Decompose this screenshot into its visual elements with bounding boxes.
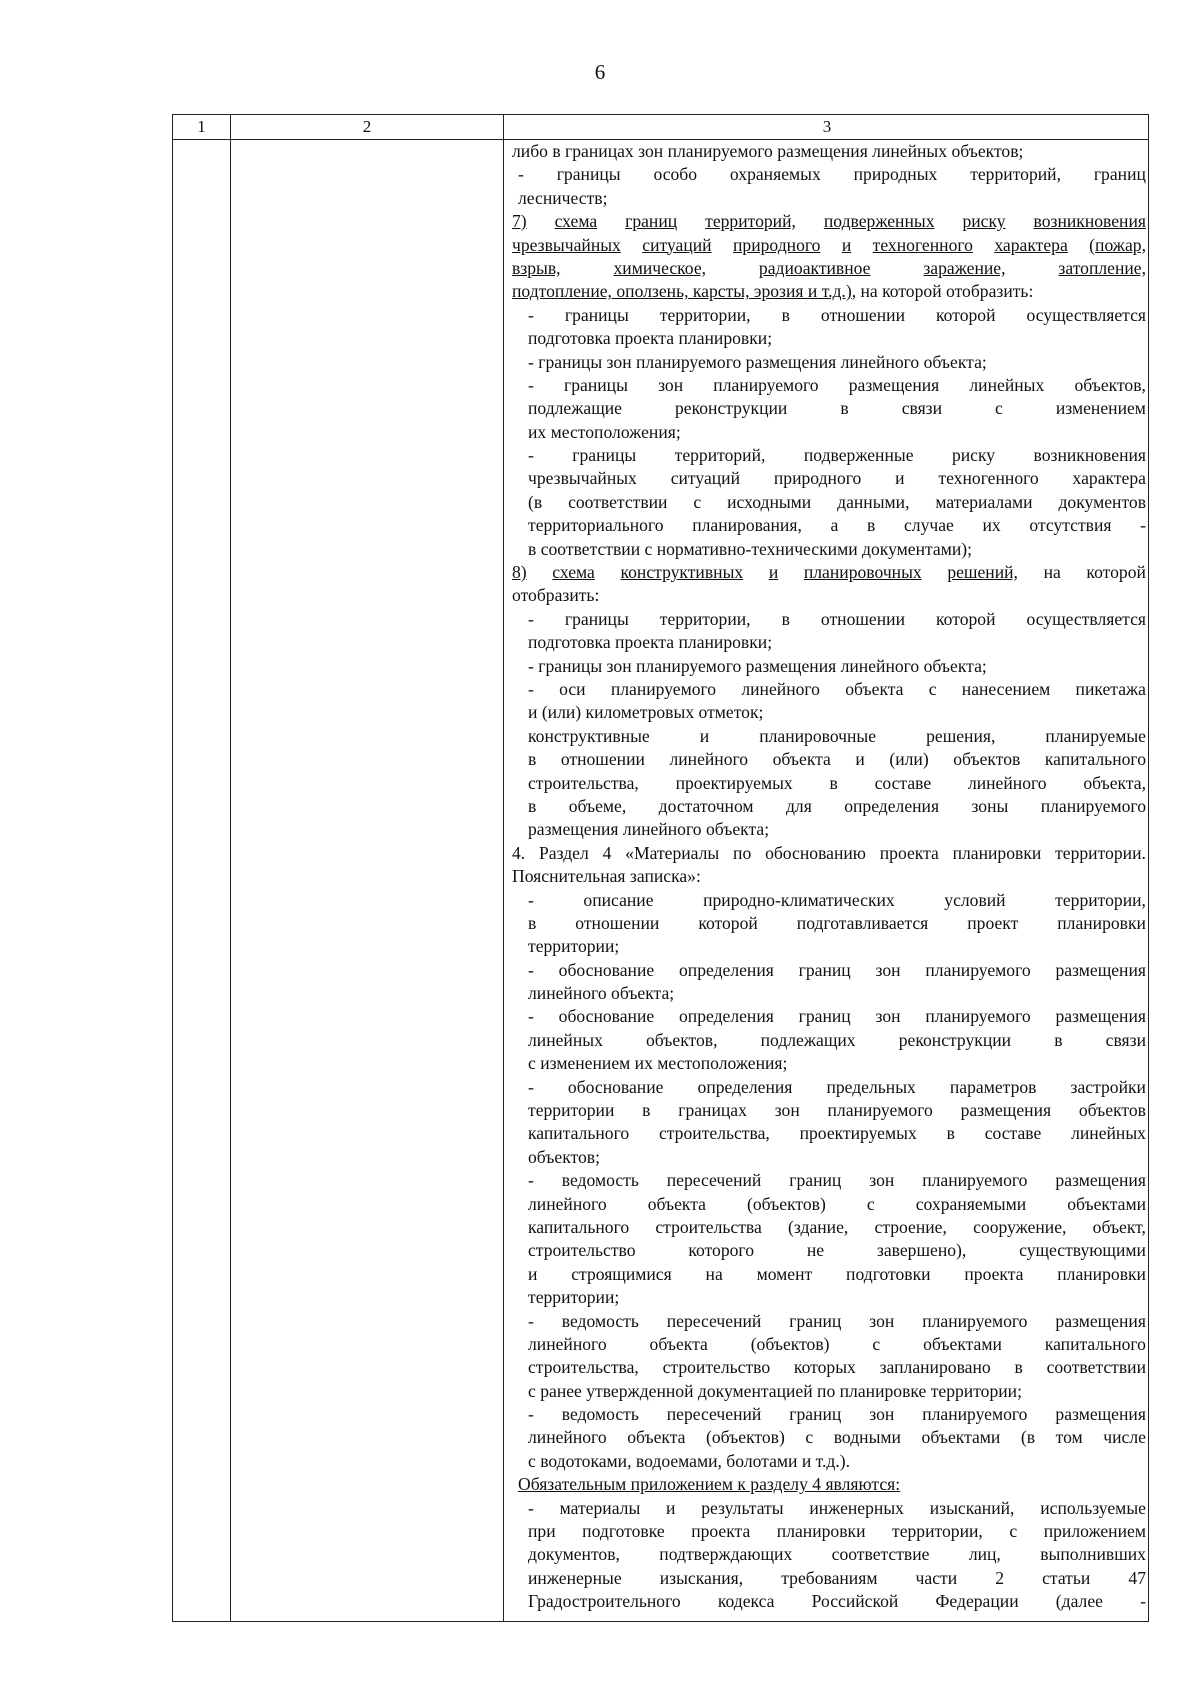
- text-line: территории;: [528, 936, 620, 957]
- text-line: - материалы и результаты инженерных изысканий, используемые: [528, 1497, 1146, 1518]
- text-line: Пояснительная записка»:: [512, 866, 701, 887]
- text-line: в отношении линейного объекта и (или) объектов капитального: [528, 749, 1146, 770]
- text-line: подлежащие реконструкции в связи с изменением: [528, 398, 1146, 419]
- text-line: и строящимися на момент подготовки проекта планировки: [528, 1263, 1146, 1284]
- text-line: с ранее утвержденной документацией по планировке территории;: [528, 1380, 1022, 1401]
- text-line: - ведомость пересечений границ зон планируемого размещения: [528, 1170, 1146, 1191]
- text-line: в отношении которой подготавливается проект планировки: [528, 912, 1146, 933]
- text-line: документов, подтверждающих соответствие лиц, выполнивших: [528, 1544, 1146, 1565]
- text-line: капитального строительства, проектируемых в составе линейных: [528, 1123, 1146, 1144]
- column-3-text: [512, 140, 1146, 1614]
- text-line: территориального планирования, а в случае их отсутствия -: [528, 515, 1146, 536]
- text-line: - границы территории, в отношении которой осуществляется: [528, 304, 1146, 325]
- text-line: - границы зон планируемого размещения линейного объекта;: [528, 655, 987, 676]
- text-line: линейного объекта (объектов) с сохраняемыми объектами: [528, 1193, 1146, 1214]
- column-divider-1: [230, 115, 231, 1621]
- text-line: линейного объекта;: [528, 983, 675, 1004]
- text-line: - границы территории, в отношении которой осуществляется: [528, 608, 1146, 629]
- column-header-1: 1: [197, 117, 206, 136]
- text-line: капитального строительства (здание, строение, сооружение, объект,: [528, 1216, 1146, 1237]
- text-line: - обоснование определения границ зон планируемого размещения: [528, 1006, 1146, 1027]
- text-line: либо в границах зон планируемого размещения линейных объектов;: [512, 141, 1024, 161]
- text-line: с водотоками, водоемами, болотами и т.д.).: [528, 1450, 851, 1471]
- text-line: и (или) километровых отметок;: [528, 702, 764, 723]
- text-line: с изменением их местоположения;: [528, 1053, 788, 1074]
- text-line: - границы зон планируемого размещения линейного объекта;: [528, 351, 987, 372]
- text-line: в объеме, достаточном для определения зоны планируемого: [528, 795, 1146, 816]
- text-line: подготовка проекта планировки;: [528, 632, 773, 653]
- text-line: - оси планируемого линейного объекта с нанесением пикетажа: [528, 678, 1146, 699]
- column-header-3: 3: [822, 117, 832, 136]
- text-line: - обоснование определения границ зон планируемого размещения: [528, 959, 1146, 980]
- text-line: территории;: [528, 1287, 620, 1308]
- text-line: конструктивные и планировочные решения, планируемые: [528, 725, 1146, 746]
- text-line: взрыв, химическое, радиоактивное заражение, затопление,: [512, 257, 1146, 278]
- text-line: линейного объекта (объектов) с объектами капитального: [528, 1333, 1146, 1354]
- text-line: чрезвычайных ситуаций природного и техногенного характера: [528, 468, 1146, 489]
- text-line: их местоположения;: [528, 421, 681, 442]
- text-line: 4. Раздел 4 «Материалы по обоснованию проекта планировки территории.: [512, 842, 1146, 863]
- text-line: - описание природно-климатических условий территории,: [528, 889, 1146, 910]
- text-line: лесничеств;: [518, 187, 608, 208]
- text-line: при подготовке проекта планировки территории, с приложением: [528, 1521, 1146, 1542]
- text-line: Градостроительного кодекса Российской Федерации (далее -: [528, 1591, 1146, 1612]
- text-line: подготовка проекта планировки;: [528, 328, 773, 349]
- text-line: - обоснование определения предельных параметров застройки: [528, 1076, 1146, 1097]
- text-line: в соответствии с нормативно-техническими документами);: [528, 538, 973, 559]
- text-line: - границы территорий, подверженные риску возникновения: [528, 445, 1146, 466]
- text-line: линейного объекта (объектов) с водными объектами (в том числе: [528, 1427, 1146, 1448]
- text-line: - границы зон планируемого размещения линейных объектов,: [528, 374, 1146, 395]
- text-line: подтопление, оползень, карсты, эрозия и т.д.) , на которой отобразить:: [512, 281, 1034, 302]
- text-line: объектов;: [528, 1146, 600, 1167]
- text-line: 8) схема конструктивных и планировочных решений, на которой: [512, 562, 1146, 583]
- column-header-2: 2: [362, 117, 372, 136]
- text-line: - ведомость пересечений границ зон планируемого размещения: [528, 1310, 1146, 1331]
- text-line: - ведомость пересечений границ зон планируемого размещения: [528, 1404, 1146, 1425]
- page-number: 6: [594, 60, 606, 84]
- text-line: Обязательным приложением к разделу 4 являются:: [518, 1474, 901, 1495]
- text-line: инженерные изыскания, требованиям части 2 статьи 47: [528, 1567, 1146, 1588]
- text-line: строительства, проектируемых в составе линейного объекта,: [528, 772, 1146, 793]
- column-divider-2: [503, 115, 504, 1621]
- text-line: размещения линейного объекта;: [528, 819, 770, 840]
- text-line: (в соответствии с исходными данными, материалами документов: [528, 491, 1146, 512]
- text-line: отобразить:: [512, 585, 600, 606]
- text-line: 7) схема границ территорий, подверженных риску возникновения: [512, 211, 1146, 232]
- text-line: строительства, строительство которых запланировано в соответствии: [528, 1357, 1146, 1378]
- text-line: строительство которого не завершено), существующими: [528, 1240, 1146, 1261]
- text-line: чрезвычайных ситуаций природного и техногенного характера (пожар,: [512, 234, 1146, 255]
- text-line: - границы особо охраняемых природных территорий, границ: [518, 164, 1146, 185]
- text-line: территории в границах зон планируемого размещения объектов: [528, 1100, 1146, 1121]
- text-line: линейных объектов, подлежащих реконструкции в связи: [528, 1029, 1146, 1050]
